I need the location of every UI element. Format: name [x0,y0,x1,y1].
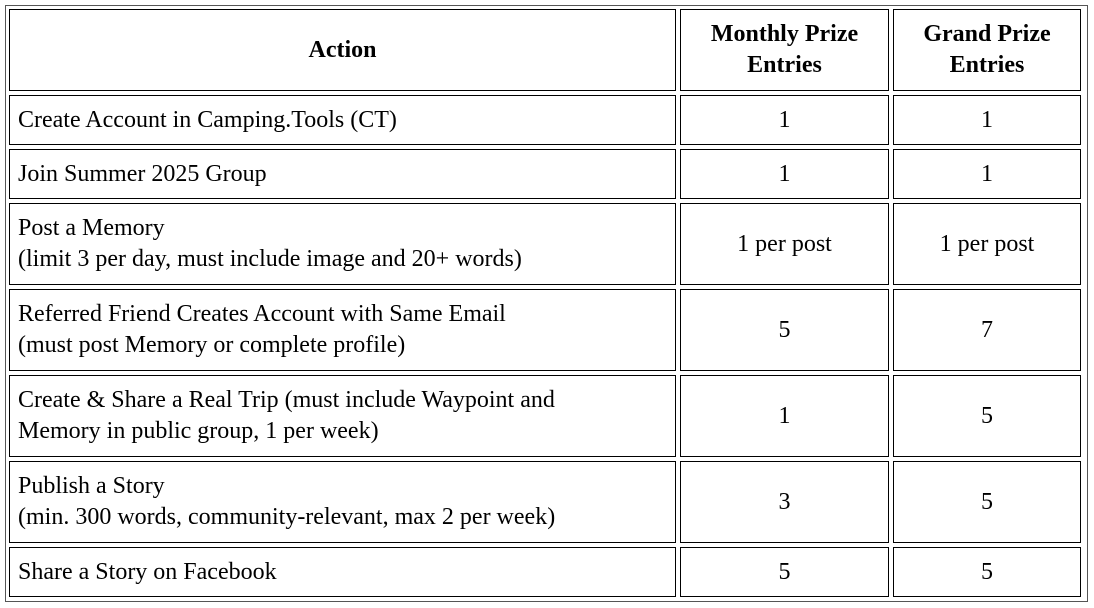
header-action [9,9,676,91]
action-text: Create & Share a Real Trip (must include Waypoint and [18,387,555,413]
action-cell [9,461,676,543]
action-cell [9,375,676,457]
monthly-entries-cell: 1 [680,95,889,145]
monthly-entries-cell: 1 per post [680,203,889,285]
grand-entries-cell: 1 per post [893,203,1081,285]
action-text: Share a Story on Facebook [18,558,277,585]
grand-entries-cell: 5 [893,375,1081,457]
action-note: Memory in public group, 1 per week) [18,418,379,444]
header-monthly-line-2: Entries [747,52,822,78]
monthly-entries-cell: 3 [680,461,889,543]
table-row [9,547,1081,597]
action-text: Post a Memory [18,215,165,241]
action-note: (must post Memory or complete profile) [18,332,406,358]
action-cell [9,203,676,285]
header-grand-prize-entries [893,9,1081,91]
table-row [9,461,1081,543]
monthly-entries-cell: 1 [680,375,889,457]
header-action-label: Action [308,36,377,63]
action-text: Create Account in Camping.Tools (CT) [18,106,397,133]
action-text: Referred Friend Creates Account with Same Email [18,301,506,327]
prize-entries-table-frame [5,5,1088,602]
header-monthly-line-1: Monthly Prize [710,21,859,47]
table-row [9,95,1081,145]
monthly-entries-cell: 5 [680,289,889,371]
table-row [9,289,1081,371]
grand-entries-cell: 1 [893,95,1081,145]
action-text: Publish a Story [18,473,165,499]
action-note: (min. 300 words, community-relevant, max 2 per week) [18,504,556,530]
action-note: (limit 3 per day, must include image and 20+ words) [18,246,522,272]
header-row [9,9,1081,91]
table-row [9,375,1081,457]
action-cell [9,149,676,199]
header-grand-line-1: Grand Prize [923,21,1051,47]
grand-entries-cell: 1 [893,149,1081,199]
action-cell [9,95,676,145]
grand-entries-cell: 5 [893,547,1081,597]
grand-entries-cell: 7 [893,289,1081,371]
action-cell [9,289,676,371]
monthly-entries-cell: 1 [680,149,889,199]
grand-entries-cell: 5 [893,461,1081,543]
header-monthly-prize-entries [680,9,889,91]
action-text: Join Summer 2025 Group [18,160,267,187]
prize-entries-table [5,5,1085,601]
action-cell [9,547,676,597]
table-row [9,149,1081,199]
table-row [9,203,1081,285]
header-grand-line-2: Entries [949,52,1025,78]
monthly-entries-cell: 5 [680,547,889,597]
